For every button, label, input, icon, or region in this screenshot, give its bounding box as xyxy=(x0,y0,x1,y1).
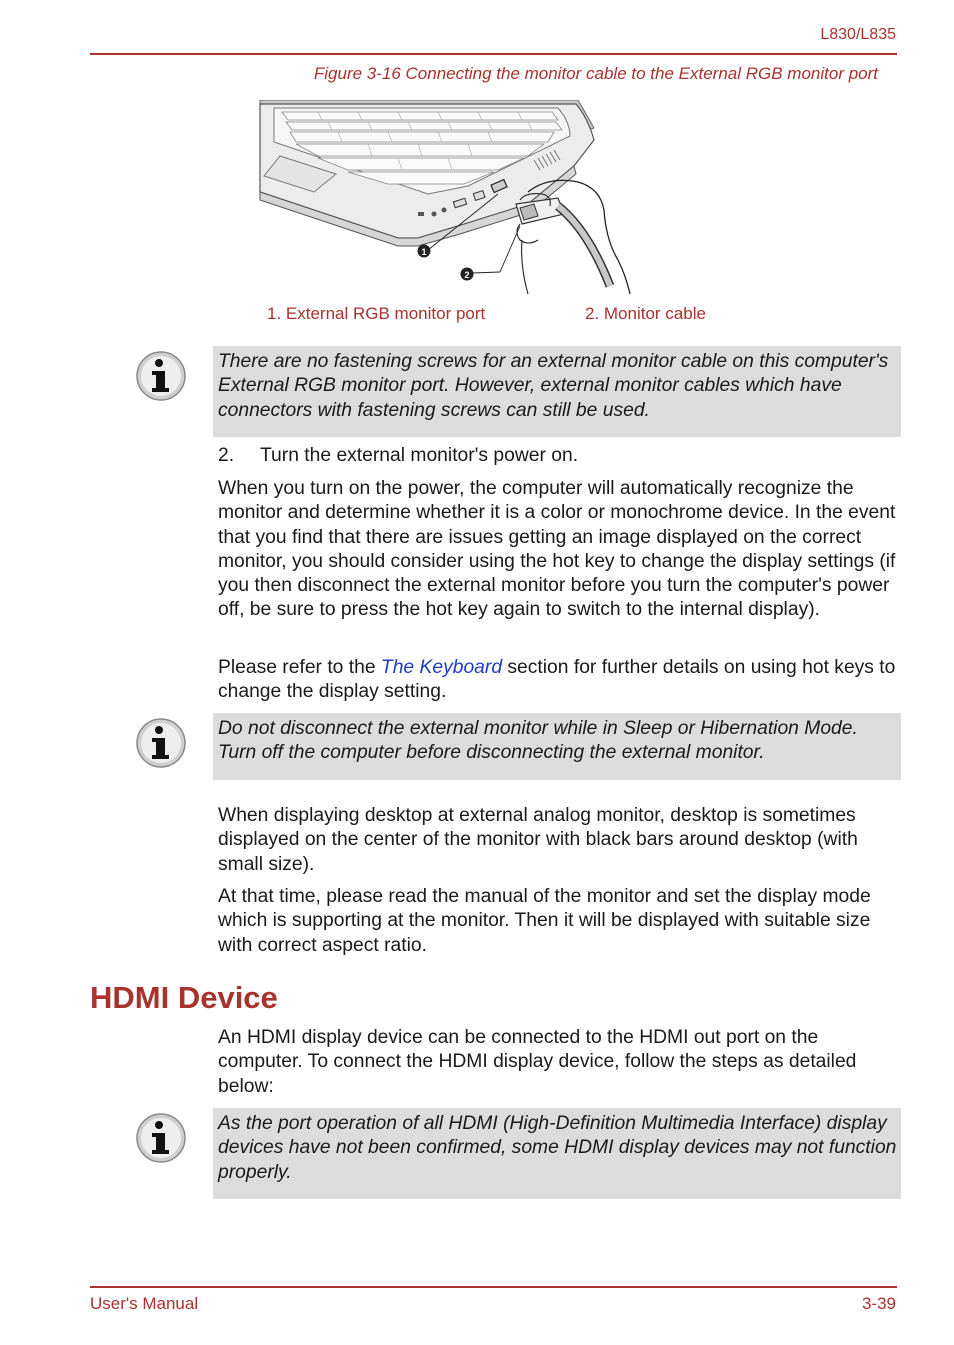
figure-caption: Figure 3-16 Connecting the monitor cable to the External RGB monitor port xyxy=(313,64,878,83)
footer-manual-title: User's Manual xyxy=(90,1294,199,1313)
keyboard-link[interactable]: The Keyboard xyxy=(380,657,503,678)
paragraph-text: section for further details on using hot keys to change the display setting. xyxy=(218,657,896,703)
footer-rule xyxy=(90,1286,897,1288)
note-text: There are no fastening screws for an external monitor cable on this computer's External RGB monitor port. However, external monitor cables which have connectors with fastening screws can still be used. xyxy=(218,351,889,421)
footer-page-number: 3-39 xyxy=(861,1294,896,1313)
info-icon xyxy=(135,1112,187,1164)
callout-2: 2 xyxy=(464,270,470,280)
laptop-illustration xyxy=(258,100,638,296)
header-rule xyxy=(90,53,897,55)
step-number: 2. xyxy=(218,445,235,466)
note-text: As the port operation of all HDMI (High-Definition Multimedia Interface) display devices have not been confirmed, some HDMI display devices may not function properly. xyxy=(218,1113,897,1183)
note-box xyxy=(213,1108,901,1199)
section-heading: HDMI Device xyxy=(90,980,278,1015)
info-icon xyxy=(135,717,187,769)
paragraph: At that time, please read the manual of the monitor and set the display mode which is supporting at the monitor. Then it will be displayed with suitable size with correct aspect ratio. xyxy=(218,886,871,956)
note-box xyxy=(213,713,901,780)
info-icon xyxy=(135,350,187,402)
paragraph xyxy=(218,656,898,705)
paragraph: When you turn on the power, the computer will automatically recognize the monitor and determine whether it is a color or monochrome device. In the event that you find that there are issues getting an image displayed on the correct monitor, you should consider using the hot key to change the display settings (if you then disconnect the external monitor before you turn the computer's power off, be sure to press the hot key again to switch to the internal display). xyxy=(218,478,896,621)
callout-1: 1 xyxy=(421,247,427,257)
paragraph: An HDMI display device can be connected to the HDMI out port on the computer. To connect the HDMI display device, follow the steps as detailed below: xyxy=(218,1027,857,1097)
paragraph: When displaying desktop at external analog monitor, desktop is sometimes displayed on the center of the monitor with black bars around desktop (with small size). xyxy=(218,805,858,875)
legend-item-monitor-cable: 2. Monitor cable xyxy=(585,304,706,323)
header-model: L830/L835 xyxy=(820,26,896,43)
step-text: Turn the external monitor's power on. xyxy=(260,445,579,466)
note-text: Do not disconnect the external monitor while in Sleep or Hibernation Mode. Turn off the computer before disconnecting the external monitor. xyxy=(218,718,858,764)
paragraph-text: Please refer to the xyxy=(218,657,381,678)
legend-item-rgb-port: 1. External RGB monitor port xyxy=(267,304,486,323)
note-box xyxy=(213,346,901,437)
